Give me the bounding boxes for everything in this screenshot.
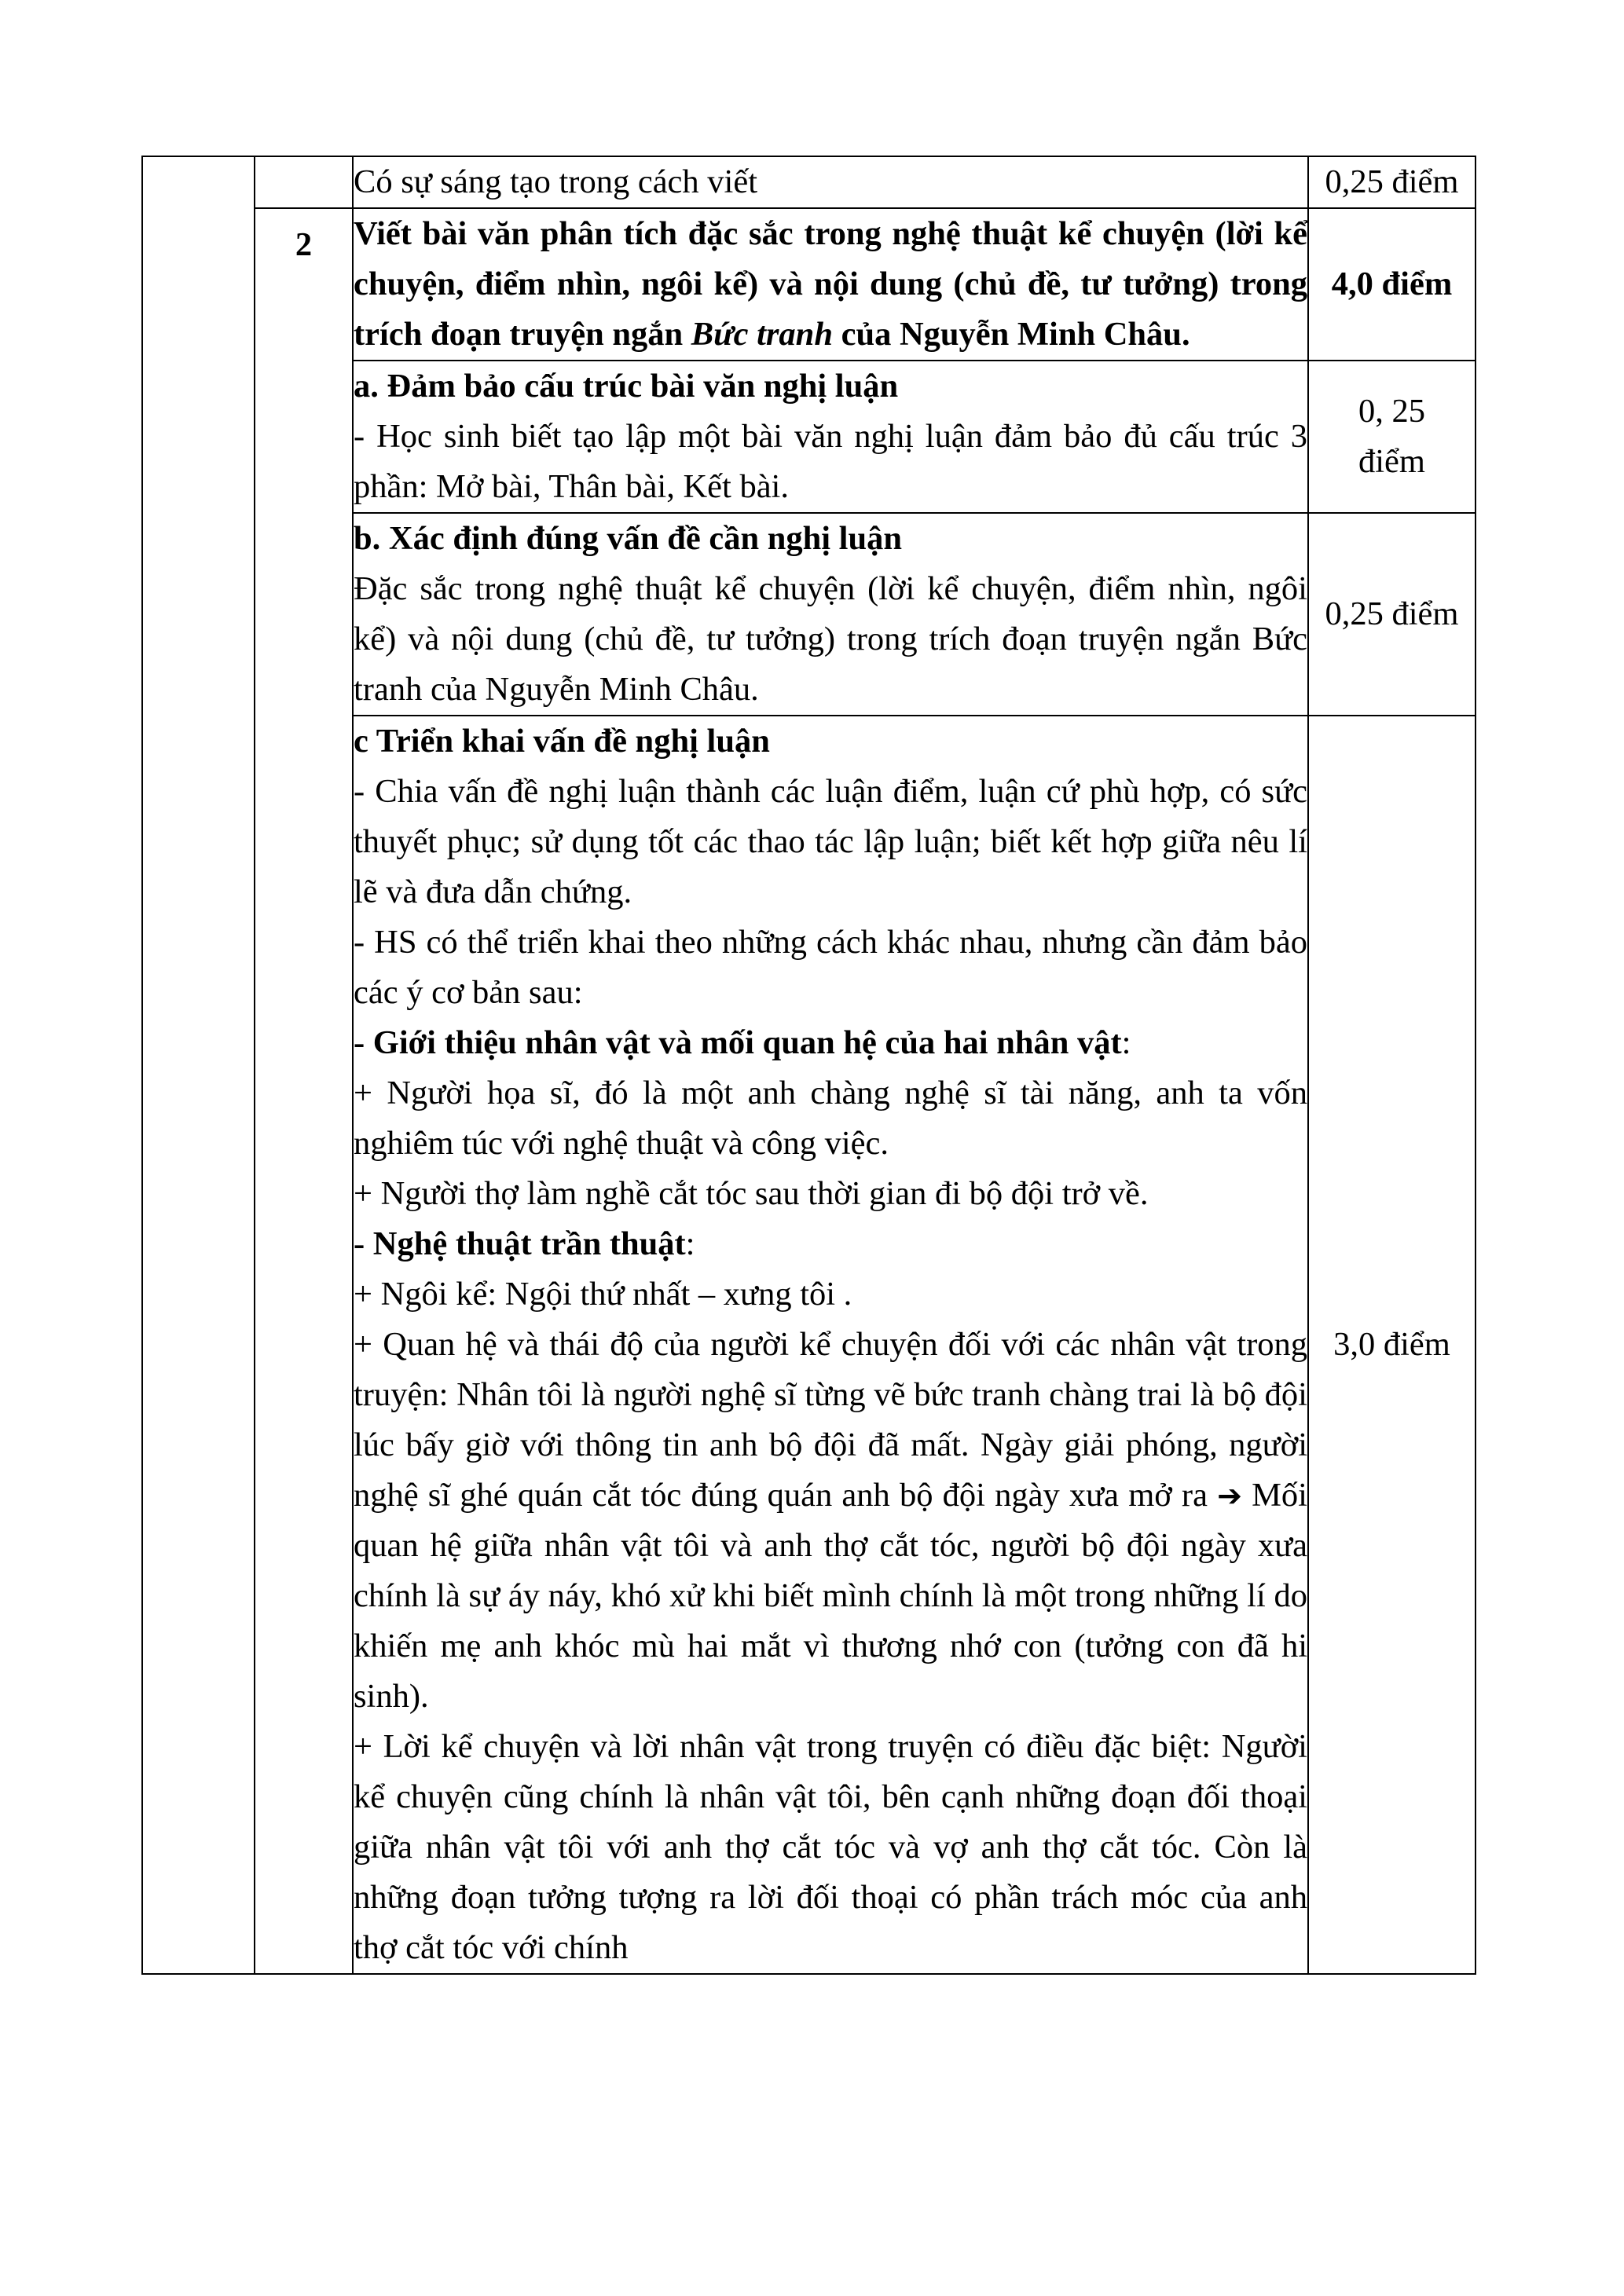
- score-cell: [1308, 156, 1476, 208]
- criterion-heading: b. Xác định đúng vấn đề cần nghị luận: [354, 520, 902, 557]
- question-prompt-cell: [353, 208, 1308, 361]
- grading-rubric-table: [141, 156, 1476, 1975]
- question-number-cell-empty: [255, 156, 353, 208]
- paragraph: + Ngôi kể: Ngội thứ nhất – xưng tôi .: [354, 1276, 852, 1313]
- criterion-heading: c Triển khai vấn đề nghị luận: [354, 723, 770, 760]
- paragraph: + Người thợ làm nghề cắt tóc sau thời gian đi bộ đội trở về.: [354, 1175, 1149, 1212]
- right-arrow-icon: ➔: [1217, 1478, 1242, 1513]
- total-score-value: 4,0 điểm: [1331, 265, 1453, 302]
- criterion-text: Đặc sắc trong nghệ thuật kể chuyện (lời kể chuyện, điểm nhìn, ngôi kể) và nội dung (chủ đề, tư tưởng) trong trích đoạn truyện ngắn Bức tranh của Nguyễn Minh Châu.: [354, 570, 1307, 708]
- criterion-cell: [353, 156, 1308, 208]
- paragraph: + Người họa sĩ, đó là một anh chàng nghệ sĩ tài năng, anh ta vốn nghiêm túc với nghệ thuật và công việc.: [354, 1075, 1307, 1162]
- subheading: [354, 1018, 1307, 1068]
- score-value: 0, 25: [1358, 393, 1425, 430]
- paragraph: + Lời kể chuyện và lời nhân vật trong truyện có điều đặc biệt: Người kể chuyện cũng chính là nhân vật tôi, bên cạnh những đoạn đối thoại giữa nhân vật tôi với anh thợ cắt tóc và vợ anh thợ cắt tóc. Còn là những đoạn tưởng tượng ra lời đối thoại có phần trách móc của anh thợ cắt tóc với chính: [354, 1728, 1307, 1966]
- paragraph-text: + Quan hệ và thái độ của người kể chuyện đối với các nhân vật trong truyện: Nhân tôi là người nghệ sĩ từng vẽ bức tranh chàng trai là bộ đội lúc bấy giờ với thông tin anh bộ đội đã mất. Ngày giải phóng, người nghệ sĩ ghé quán cắt tóc đúng quán anh bộ đội ngày xưa mở ra: [354, 1326, 1307, 1514]
- criterion-text: Có sự sáng tạo trong cách viết: [354, 163, 758, 200]
- rubric-row-creativity: [142, 156, 1476, 208]
- score-value: 0,25 điểm: [1325, 595, 1459, 632]
- criterion-cell: [353, 716, 1308, 1974]
- paragraph: - HS có thể triển khai theo những cách khác nhau, nhưng cần đảm bảo các ý cơ bản sau:: [354, 924, 1307, 1011]
- rubric-row-question-2: [142, 208, 1476, 361]
- subheading-colon: :: [1121, 1024, 1131, 1061]
- score-cell: [1308, 361, 1476, 513]
- total-score-cell: [1308, 208, 1476, 361]
- criterion-heading: a. Đảm bảo cấu trúc bài văn nghị luận: [354, 368, 899, 405]
- paragraph-text: Mối quan hệ giữa nhân vật tôi và anh thợ cắt tóc, người bộ đội ngày xưa chính là sự áy náy, khó xử khi biết mình chính là một trong những lí do khiến mẹ anh khóc mù hai mắt vì thương nhớ con (tưởng con đã hi sinh).: [354, 1477, 1307, 1715]
- criterion-cell: [353, 513, 1308, 716]
- criterion-text: - Học sinh biết tạo lập một bài văn nghị luận đảm bảo đủ cấu trúc 3 phần: Mở bài, Thân bài, Kết bài.: [354, 418, 1307, 505]
- subheading-colon: :: [685, 1225, 695, 1262]
- score-value: 3,0 điểm: [1333, 1326, 1450, 1363]
- paragraph: - Chia vấn đề nghị luận thành các luận điểm, luận cứ phù hợp, có sức thuyết phục; sử dụng tốt các thao tác lập luận; biết kết hợp giữa nêu lí lẽ và đưa dẫn chứng.: [354, 773, 1307, 910]
- score-cell: [1308, 716, 1476, 1974]
- question-number: [255, 208, 353, 1974]
- prompt-text: Viết bài văn phân tích đặc sắc trong nghệ thuật kể chuyện (lời kể chuyện, điểm nhìn, ngôi kể) và nội dung (chủ đề, tư tưởng) trong trích đoạn truyện ngắn: [354, 215, 1307, 353]
- score-value: 0,25 điểm: [1325, 163, 1459, 200]
- score-cell: [1308, 513, 1476, 716]
- subheading: [354, 1219, 1307, 1269]
- prompt-story-title: Bức tranh: [691, 316, 833, 353]
- score-unit: điểm: [1358, 443, 1425, 480]
- criterion-cell: [353, 361, 1308, 513]
- question-number-value: 2: [295, 226, 313, 263]
- section-cell: [142, 156, 255, 1974]
- question-prompt: [354, 209, 1307, 360]
- subheading-text: - Nghệ thuật trần thuật: [354, 1225, 686, 1262]
- paragraph: [354, 1320, 1307, 1722]
- subheading-text: - Giới thiệu nhân vật và mối quan hệ của hai nhân vật: [354, 1024, 1122, 1061]
- prompt-text-end: của Nguyễn Minh Châu.: [832, 316, 1190, 353]
